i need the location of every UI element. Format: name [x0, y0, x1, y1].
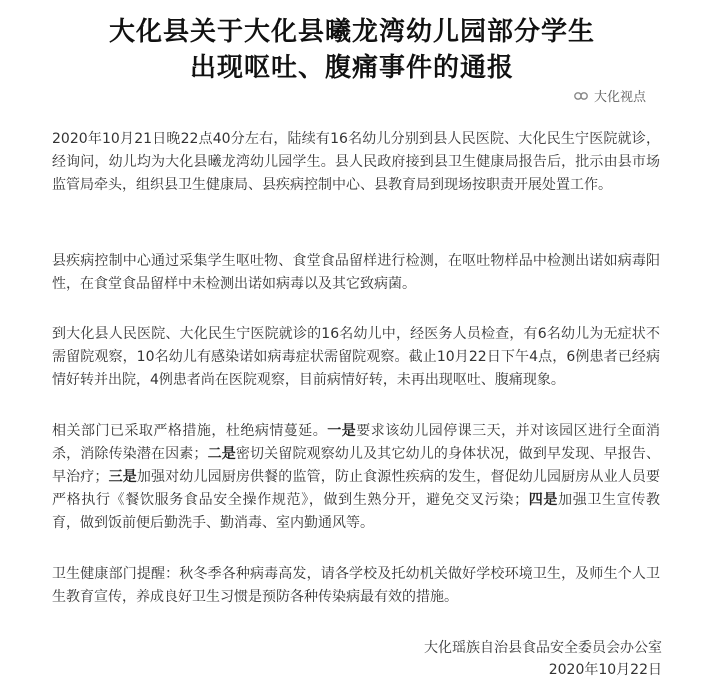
- document-title-line-1: 大化县关于大化县曦龙湾幼儿园部分学生: [108, 17, 595, 47]
- document-title-line-2: 出现呕吐、腹痛事件的通报: [189, 53, 514, 83]
- measure-3-text: 加强对幼儿园厨房供餐的监管，防止食源性疾病的发生，督促幼儿园厨房从业人员要严格执行《餐饮服务食品安全操作规范》，做到生熟分开，避免交叉污染；: [52, 469, 661, 508]
- signature-date: 2020年10月22日: [548, 662, 662, 678]
- measure-1-head: 一是: [327, 423, 357, 439]
- measure-4-text: 加强卫生宣传教育，做到饭前便后勤洗手、勤消毒、室内勤通风等。: [52, 492, 661, 531]
- measure-1-text: 要求该幼儿园停课三天，并对该园区进行全面消杀，消除传染潜在因素；: [52, 423, 661, 462]
- paragraph-reminder: 卫生健康部门提醒：秋冬季各种病毒高发，请各学校及托幼机关做好学校环境卫生，及师生个人卫生教育宣传，养成良好卫生习惯是预防各种传染病最有效的措施。: [52, 566, 660, 605]
- measure-3-head: 三是: [108, 469, 137, 485]
- paragraph-patients: 到大化县人民医院、大化民生宁医院就诊的16名幼儿中，经医务人员检查，有6名幼儿为无症状不需留院观察，10名幼儿有感染诺如病毒症状需留院观察。截止10月22日下午4点，6例患者已经病情好转并出院，4例患者尚在医院观察，目前病情好转，未再出现呕吐、腹痛现象。: [52, 326, 660, 388]
- wechat-official-account-icon: [573, 90, 589, 102]
- source-account-name: 大化视点: [593, 90, 646, 105]
- measures-intro: 相关部门已采取严格措施，杜绝病情蔓延。: [52, 423, 328, 439]
- measure-2-text: 密切关留院观察幼儿及其它幼儿的身体状况，做到早发现、早报告、早治疗；: [52, 446, 661, 485]
- paragraph-testing: 县疾病控制中心通过采集学生呕吐物、食堂食品留样进行检测，在呕吐物样品中检测出诺如病毒阳性，在食堂食品留样中未检测出诺如病毒以及其它致病菌。: [52, 253, 660, 292]
- source-account[interactable]: [573, 86, 646, 105]
- measure-4-head: 四是: [528, 492, 559, 508]
- paragraph-incident: 2020年10月21日晚22点40分左右，陆续有16名幼儿分别到县人民医院、大化民生宁医院就诊，经询问，幼儿均为大化县曦龙湾幼儿园学生。县人民政府接到县卫生健康局报告后，批示由县市场监管局牵头，组织县卫生健康局、县疾病控制中心、县教育局到现场按职责开展处置工作。: [52, 131, 660, 193]
- paragraph-measures: [52, 420, 660, 535]
- signature-organization: 大化瑶族自治县食品安全委员会办公室: [424, 640, 662, 656]
- measure-2-head: 二是: [207, 446, 236, 462]
